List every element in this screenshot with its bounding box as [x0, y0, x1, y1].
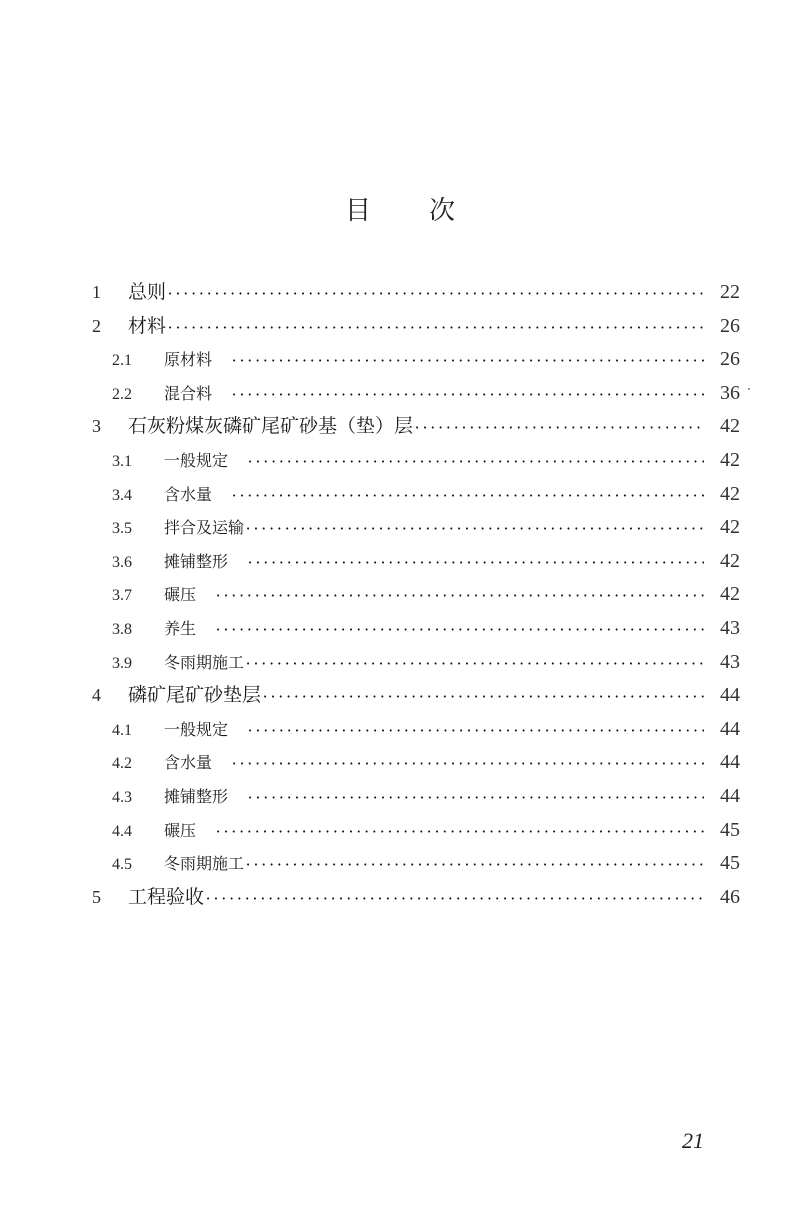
- dot-leader: [246, 646, 704, 682]
- toc-entry-4-4[interactable]: [92, 814, 740, 848]
- dot-leader: [248, 780, 704, 816]
- toc-entry-title: 混合料: [164, 383, 213, 403]
- toc-entry-number: 2: [92, 315, 101, 336]
- toc-entry-number: 4.2: [112, 755, 132, 773]
- toc-entry-title: 材料: [128, 314, 167, 337]
- dot-leader: [263, 679, 704, 715]
- dot-leader: [216, 814, 704, 850]
- toc-entry-page: 26: [720, 348, 740, 371]
- dot-leader: [216, 612, 704, 648]
- toc-entry-number: 3.8: [112, 620, 132, 638]
- toc-entry-3-6[interactable]: [92, 545, 740, 579]
- toc-entry-title: 养生: [164, 618, 197, 638]
- toc-entry-number: 4: [92, 685, 101, 706]
- toc-entry-4-5[interactable]: [92, 847, 740, 881]
- dot-leader: [232, 343, 704, 379]
- page-title: [0, 190, 800, 227]
- page-title-char-2: 次: [429, 196, 456, 226]
- toc-entry-page: 42: [720, 583, 740, 606]
- toc-entry-title: 含水量: [164, 753, 213, 773]
- toc-entry-3-8[interactable]: [92, 612, 740, 646]
- toc-entry-page: 26: [720, 314, 740, 337]
- dot-leader: [248, 545, 704, 581]
- toc-entry-number: 3.1: [112, 452, 132, 470]
- dot-leader: [246, 847, 704, 883]
- toc-entry-number: 4.1: [112, 721, 132, 739]
- toc-entry-number: 3.6: [112, 553, 132, 571]
- toc-entry-4-1[interactable]: [92, 713, 740, 747]
- dot-leader: [216, 578, 704, 614]
- toc-entry-page: 42: [720, 415, 740, 438]
- toc-entry-number: 3.5: [112, 520, 132, 538]
- toc-entry-title: 摊铺整形: [164, 551, 229, 571]
- table-of-contents: [92, 276, 740, 914]
- toc-entry-number: 3.7: [112, 587, 132, 605]
- toc-entry-page: 44: [720, 784, 740, 807]
- toc-entry-page: 46: [720, 885, 740, 908]
- dot-leader: [206, 881, 704, 917]
- toc-entry-page: 42: [720, 516, 740, 539]
- toc-entry-number: 3.9: [112, 654, 132, 672]
- toc-entry-number: 4.5: [112, 856, 132, 874]
- dot-leader: [248, 444, 704, 480]
- toc-entry-title: 工程验收: [128, 885, 205, 908]
- toc-entry-title: 总则: [128, 281, 167, 303]
- toc-entry-number: 3.4: [112, 486, 132, 504]
- page-title-char-1: 目: [344, 196, 371, 226]
- dot-leader: [246, 511, 704, 547]
- scan-speck: [748, 388, 750, 390]
- toc-entry-4-3[interactable]: [92, 780, 740, 814]
- toc-entry-title: 冬雨期施工: [164, 652, 245, 672]
- toc-entry-3[interactable]: [92, 410, 740, 444]
- toc-entry-page: 44: [720, 751, 740, 774]
- toc-entry-title: 碾压: [164, 820, 197, 840]
- toc-entry-title: 摊铺整形: [164, 786, 229, 806]
- toc-entry-title: 石灰粉煤灰磷矿尾矿砂基（垫）层: [128, 415, 414, 438]
- toc-entry-number: 5: [92, 886, 101, 907]
- toc-entry-5[interactable]: [92, 881, 740, 915]
- dot-leader: [232, 478, 704, 514]
- dot-leader: [415, 410, 704, 446]
- toc-entry-page: 44: [720, 717, 740, 740]
- toc-entry-3-7[interactable]: [92, 578, 740, 612]
- dot-leader: [168, 276, 704, 312]
- toc-entry-page: 45: [720, 852, 740, 875]
- toc-entry-1[interactable]: [92, 276, 740, 310]
- toc-entry-title: 冬雨期施工: [164, 854, 245, 874]
- toc-entry-title: 含水量: [164, 484, 213, 504]
- toc-entry-title: 一般规定: [164, 450, 229, 470]
- toc-entry-title: 磷矿尾矿砂垫层: [128, 684, 262, 707]
- toc-entry-number: 1: [92, 282, 101, 302]
- toc-entry-number: 2.2: [112, 385, 132, 403]
- toc-entry-page: 36: [720, 381, 740, 404]
- toc-entry-2-1[interactable]: [92, 343, 740, 377]
- dot-leader: [248, 713, 704, 749]
- toc-entry-number: 4.4: [112, 822, 132, 840]
- toc-entry-3-4[interactable]: [92, 478, 740, 512]
- toc-entry-4-2[interactable]: [92, 746, 740, 780]
- toc-entry-page: 42: [720, 549, 740, 572]
- toc-entry-page: 43: [720, 616, 740, 639]
- toc-entry-page: 42: [720, 482, 740, 505]
- footer-page-number: 21: [682, 1128, 704, 1153]
- toc-entry-page: 45: [720, 818, 740, 841]
- dot-leader: [168, 310, 704, 346]
- toc-entry-number: 4.3: [112, 788, 132, 806]
- dot-leader: [232, 377, 704, 413]
- toc-entry-page: 42: [720, 448, 740, 471]
- toc-entry-2[interactable]: [92, 310, 740, 344]
- toc-entry-title: 拌合及运输: [164, 518, 245, 538]
- toc-entry-title: 一般规定: [164, 719, 229, 739]
- toc-entry-3-9[interactable]: [92, 646, 740, 680]
- dot-leader: [232, 746, 704, 782]
- toc-entry-page: 22: [720, 281, 740, 303]
- toc-entry-page: 43: [720, 650, 740, 673]
- toc-entry-3-5[interactable]: [92, 511, 740, 545]
- toc-entry-title: 碾压: [164, 585, 197, 605]
- toc-entry-number: 2.1: [112, 352, 132, 370]
- toc-entry-page: 44: [720, 684, 740, 707]
- toc-entry-title: 原材料: [164, 350, 213, 370]
- toc-entry-number: 3: [92, 416, 101, 437]
- toc-entry-3-1[interactable]: [92, 444, 740, 478]
- toc-entry-2-2[interactable]: [92, 377, 740, 411]
- toc-entry-4[interactable]: [92, 679, 740, 713]
